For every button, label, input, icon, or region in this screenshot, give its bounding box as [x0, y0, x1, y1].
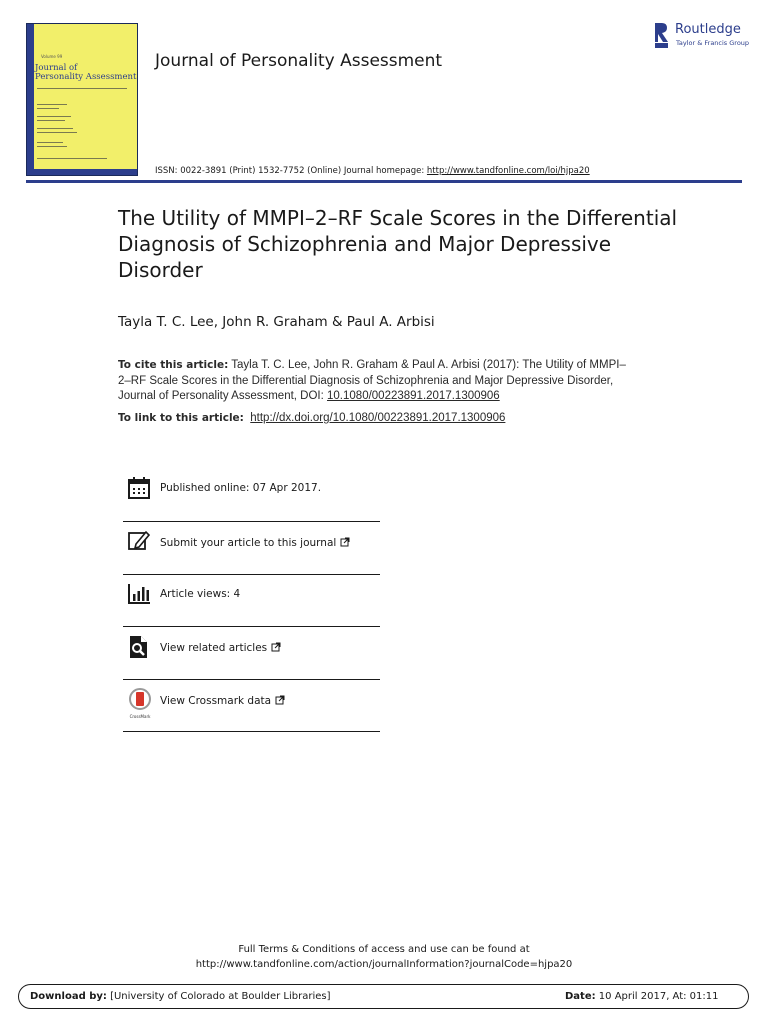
cover-text-line [37, 108, 59, 109]
cover-text-line [37, 116, 71, 117]
cite-label: To cite this article: [118, 359, 229, 371]
cover-text-line [37, 120, 65, 121]
doi-link[interactable]: 10.1080/00223891.2017.1300906 [327, 390, 500, 402]
calendar-icon [127, 476, 151, 500]
article-authors: Tayla T. C. Lee, John R. Graham & Paul A. Arbisi [118, 314, 435, 330]
issn-line [155, 166, 590, 176]
download-date [565, 991, 719, 1002]
journal-name: Journal of Personality Assessment [155, 51, 443, 71]
cover-text-line [37, 88, 127, 89]
cover-text-line [37, 146, 67, 147]
cover-small-text: Volume 99 [41, 54, 63, 59]
cover-title-line1: Journal of [35, 63, 78, 73]
submit-article-link[interactable] [160, 537, 350, 549]
bar-chart-icon [127, 582, 151, 606]
publisher-subtitle: Taylor & Francis Group [676, 39, 750, 47]
terms-line-1: Full Terms & Conditions of access and use can be found at [238, 944, 530, 955]
divider [123, 731, 380, 732]
cover-text-line [37, 132, 77, 133]
routledge-logo-icon [654, 22, 669, 49]
cover-title [35, 64, 138, 82]
cover-text-line [37, 104, 67, 105]
cite-text: Tayla T. C. Lee, John R. Graham & Paul A. Arbisi (2017): The Utility of MMPI–2–RF Scale Scores in the Differential Diagnosis of Schizophrenia and Major Depressive Disorder, Journal of Personality Assessment, DOI: [118, 359, 626, 402]
link-label: To link to this article: [118, 412, 244, 424]
cover-text-line [37, 158, 107, 159]
article-link [118, 412, 505, 424]
cover-text-line [37, 128, 73, 129]
cover-text-line [37, 142, 63, 143]
external-link-icon [340, 537, 350, 547]
crossmark-link[interactable] [160, 695, 285, 707]
crossmark-label: View Crossmark data [160, 695, 272, 707]
header-rule [26, 180, 742, 183]
search-document-icon [127, 635, 151, 659]
journal-homepage-link[interactable]: http://www.tandfonline.com/loi/hjpa20 [426, 166, 590, 176]
citation [118, 358, 638, 405]
cover-stripe-bottom [27, 169, 137, 175]
edit-icon [127, 529, 151, 553]
article-url-link[interactable]: http://dx.doi.org/10.1080/00223891.2017.1300906 [250, 412, 506, 424]
divider [123, 574, 380, 575]
info-crossmark[interactable] [123, 688, 380, 740]
article-title: The Utility of MMPI–2–RF Scale Scores in the Differential Diagnosis of Schizophrenia and Major Depressive Disorder [118, 206, 678, 282]
submit-article-label: Submit your article to this journal [160, 537, 337, 549]
related-articles-label: View related articles [160, 642, 268, 654]
date-label: Date: [565, 991, 596, 1002]
cover-title-line2: Personality Assessment [35, 72, 137, 82]
related-articles-link[interactable] [160, 642, 281, 654]
journal-cover-image [26, 23, 138, 176]
external-link-icon [275, 695, 285, 705]
divider [123, 626, 380, 627]
date-value: 10 April 2017, At: 01:11 [595, 991, 719, 1002]
divider [123, 679, 380, 680]
publisher-name: Routledge [675, 22, 741, 37]
article-views: Article views: 4 [160, 588, 241, 600]
crossmark-symbol-icon [127, 688, 153, 710]
download-label: Download by: [30, 991, 107, 1002]
published-date: Published online: 07 Apr 2017. [160, 482, 322, 494]
issn-text: ISSN: 0022-3891 (Print) 1532-7752 (Online) Journal homepage: [155, 166, 427, 176]
download-value: [University of Colorado at Boulder Libraries] [106, 991, 331, 1002]
download-by [30, 991, 331, 1002]
terms-url-link[interactable]: http://www.tandfonline.com/action/journalInformation?journalCode=hjpa20 [195, 959, 573, 970]
cover-stripe [27, 24, 34, 175]
crossmark-icon [127, 688, 153, 718]
crossmark-logo-text: CrossMark [129, 714, 151, 719]
external-link-icon [271, 642, 281, 652]
divider [123, 521, 380, 522]
terms-notice [150, 942, 618, 972]
